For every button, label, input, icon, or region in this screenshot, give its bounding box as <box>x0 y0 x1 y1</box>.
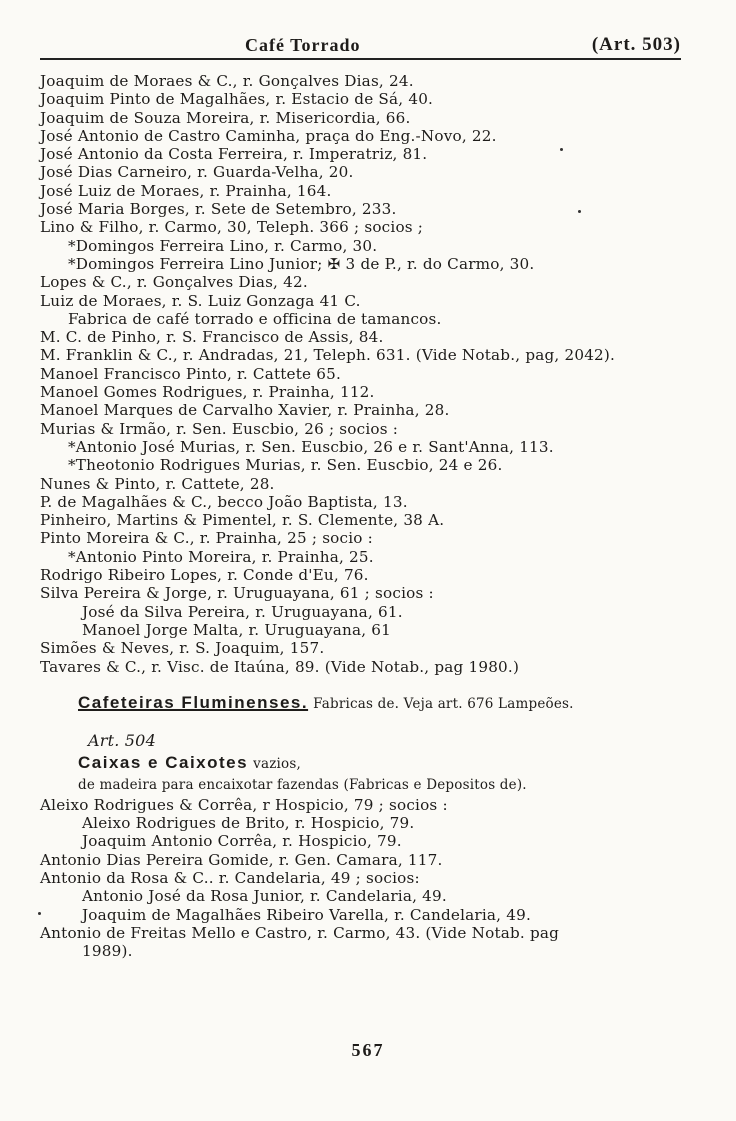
list-item: Joaquim de Souza Moreira, r. Misericordia, 66. <box>40 108 411 127</box>
list-item: José Dias Carneiro, r. Guarda-Velha, 20. <box>40 163 354 182</box>
list-item: Rodrigo Ribeiro Lopes, r. Conde d'Eu, 76. <box>40 566 369 585</box>
list-item-note: Fabrica de café torrado e officina de tamancos. <box>68 309 442 328</box>
section-subtitle: de madeira para encaixotar fazendas (Fabricas e Depositos de). <box>78 776 527 793</box>
list-item: José Luiz de Moraes, r. Prainha, 164. <box>40 181 332 200</box>
article-reference: (Art. 503) <box>591 34 681 55</box>
section-title-suffix: vazios, <box>253 755 301 772</box>
list-item: Antonio Dias Pereira Gomide, r. Gen. Camara, 117. <box>40 850 443 869</box>
list-item-partner: *Domingos Ferreira Lino, r. Carmo, 30. <box>68 236 378 255</box>
list-item-partner: Joaquim de Magalhães Ribeiro Varella, r. Candelaria, 49. <box>82 905 531 924</box>
list-item: M. C. de Pinho, r. S. Francisco de Assis, 84. <box>40 328 384 347</box>
list-item: José Antonio da Costa Ferreira, r. Imperatriz, 81. <box>40 145 428 164</box>
list-item: José Maria Borges, r. Sete de Setembro, 233. <box>40 200 397 219</box>
list-item-partner: *Antonio José Murias, r. Sen. Euscbio, 26 e r. Sant'Anna, 113. <box>68 437 554 456</box>
section-heading-caixas <box>0 752 736 774</box>
list-item: Silva Pereira & Jorge, r. Uruguayana, 61 ; socios : <box>40 584 434 603</box>
article-number: Art. 504 <box>88 730 156 750</box>
list-item-continuation: 1989). <box>82 942 133 961</box>
section-title: Caixas e Caixotes <box>78 752 249 772</box>
list-item-partner: *Domingos Ferreira Lino Junior; ✠ 3 de P., r. do Carmo, 30. <box>68 254 535 273</box>
list-item-partner: Joaquim Antonio Corrêa, r. Hospicio, 79. <box>82 832 402 851</box>
list-item: Antonio de Freitas Mello e Castro, r. Carmo, 43. (Vide Notab. pag <box>40 923 560 942</box>
list-item: Luiz de Moraes, r. S. Luiz Gonzaga 41 C. <box>40 291 361 310</box>
list-item: Lopes & C., r. Gonçalves Dias, 42. <box>40 273 308 292</box>
list-item: Nunes & Pinto, r. Cattete, 28. <box>40 474 275 493</box>
list-item: José Antonio de Castro Caminha, praça do Eng.-Novo, 22. <box>40 126 497 145</box>
running-head: Café Torrado <box>245 35 361 55</box>
list-item: Manoel Gomes Rodrigues, r. Prainha, 112. <box>40 383 375 402</box>
ink-speck <box>38 912 41 915</box>
page-header <box>40 32 681 60</box>
list-item: M. Franklin & C., r. Andradas, 21, Teleph. 631. (Vide Notab., pag, 2042). <box>40 346 616 365</box>
list-item: Pinheiro, Martins & Pimentel, r. S. Clemente, 38 A. <box>40 511 445 530</box>
list-item-partner: *Antonio Pinto Moreira, r. Prainha, 25. <box>68 547 374 566</box>
ink-speck <box>560 148 563 151</box>
list-item: Murias & Irmão, r. Sen. Euscbio, 26 ; socios : <box>40 419 399 438</box>
list-item: P. de Magalhães & C., becco João Baptista, 13. <box>40 492 408 511</box>
list-item-partner: *Theotonio Rodrigues Murias, r. Sen. Euscbio, 24 e 26. <box>68 456 503 475</box>
list-item: Manoel Francisco Pinto, r. Cattete 65. <box>40 364 342 383</box>
list-item: Simões & Neves, r. S. Joaquim, 157. <box>40 639 325 658</box>
section-heading-cafeteiras <box>0 690 736 716</box>
list-item: Manoel Marques de Carvalho Xavier, r. Prainha, 28. <box>40 401 450 420</box>
list-item: Pinto Moreira & C., r. Prainha, 25 ; socio : <box>40 529 373 548</box>
directory-body <box>0 72 736 960</box>
list-item-partner: Aleixo Rodrigues de Brito, r. Hospicio, 79. <box>82 814 415 833</box>
ink-speck <box>578 210 581 213</box>
section-note: Fabricas de. Veja art. 676 Lampeões. <box>313 695 574 712</box>
list-item-partner: Manoel Jorge Malta, r. Uruguayana, 61 <box>82 620 392 639</box>
list-item: Joaquim Pinto de Magalhães, r. Estacio de Sá, 40. <box>40 90 434 109</box>
section-title: Cafeteiras Fluminenses. <box>78 692 309 712</box>
list-item-partner: José da Silva Pereira, r. Uruguayana, 61. <box>82 602 403 621</box>
list-item: Aleixo Rodrigues & Corrêa, r Hospicio, 79 ; socios : <box>40 795 448 814</box>
list-item-partner: Antonio José da Rosa Junior, r. Candelaria, 49. <box>82 887 447 906</box>
list-item: Antonio da Rosa & C.. r. Candelaria, 49 ; socios: <box>40 868 420 887</box>
list-item: Tavares & C., r. Visc. de Itaúna, 89. (Vide Notab., pag 1980.) <box>40 657 520 676</box>
list-item: Lino & Filho, r. Carmo, 30, Teleph. 366 ; socios ; <box>40 218 424 237</box>
page-number: 567 <box>351 1040 385 1060</box>
list-item: Joaquim de Moraes & C., r. Gonçalves Dias, 24. <box>40 72 414 90</box>
